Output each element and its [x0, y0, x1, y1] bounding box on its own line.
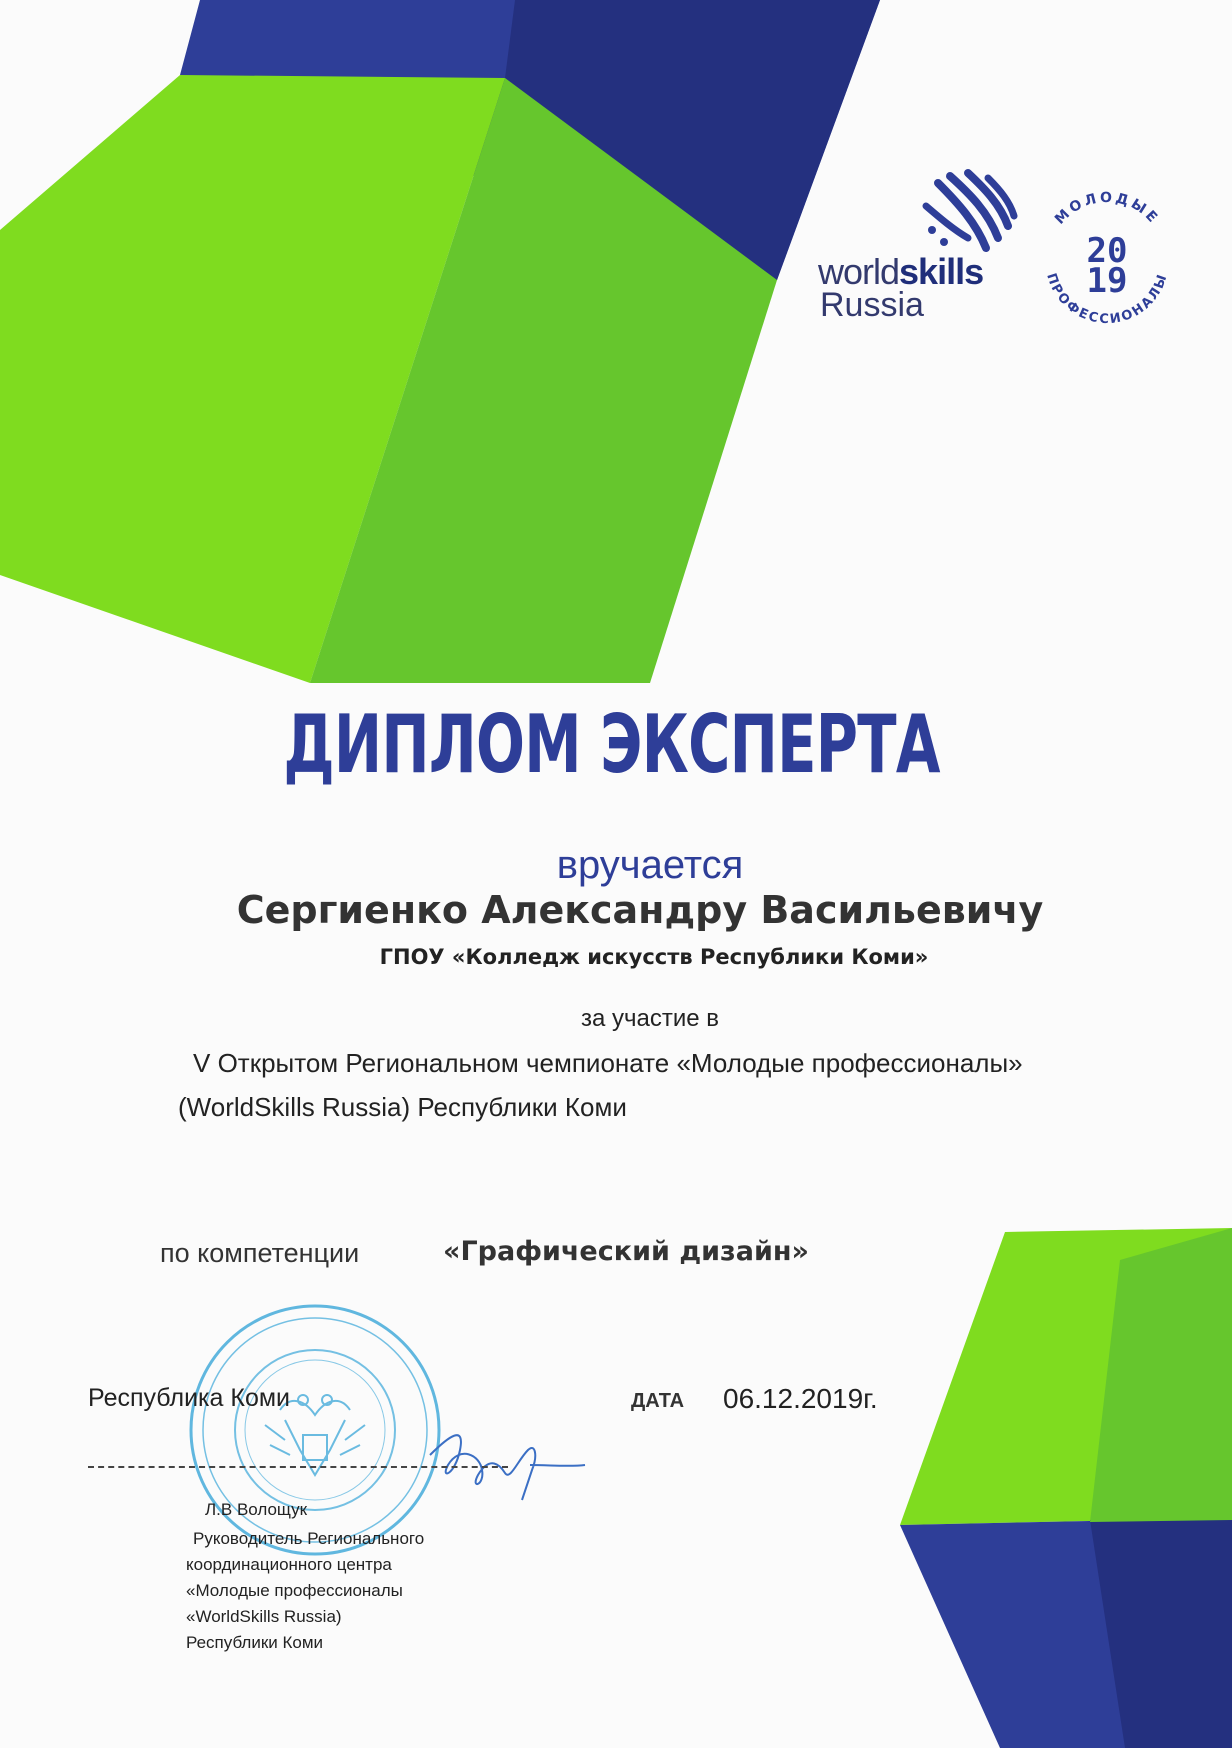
competence-label: по компетенции [160, 1238, 360, 1268]
worldskills-russia-text: Russia [820, 286, 924, 324]
awarded-text: вручается [556, 843, 744, 887]
worldskills-world-text: world [818, 251, 900, 292]
participation-text: за участие в [580, 1005, 720, 1032]
emblem-top-text: МОЛОДЫЕ [1051, 189, 1163, 228]
signatory-position-line: Республики Коми [186, 1633, 324, 1652]
signatory-position-line: «Молодые профессионалы [186, 1581, 403, 1600]
event-line-2: (WorldSkills Russia) Республики Коми [178, 1092, 627, 1122]
signatory-position-line: Руководитель Регионального [193, 1529, 425, 1548]
signatory-name: Л.В Волощук [205, 1500, 308, 1519]
date-value: 06.12.2019г. [723, 1383, 878, 1414]
emblem-year-bottom: 19 [1086, 261, 1128, 301]
official-stamp [185, 1300, 445, 1560]
svg-text:МОЛОДЫЕ [1052, 190, 1162, 228]
handwritten-signature [410, 1395, 590, 1505]
region-text: Республика Коми [88, 1384, 291, 1412]
worldskills-skills-text: skills [899, 251, 984, 292]
signatory-position-line: «WorldSkills Russia) [186, 1607, 342, 1626]
signature-line [88, 1466, 508, 1468]
recipient-name: Сергиенко Александру Васильевичу [236, 888, 1044, 932]
date-label: ДАТА [631, 1390, 685, 1412]
worldskills-logo [818, 168, 1018, 328]
event-line-1: V Открытом Региональном чемпионате «Молодые профессионалы» [193, 1048, 1023, 1078]
organization-name: ГПОУ «Колледж искусств Республики Коми» [379, 945, 929, 969]
worldskills-hand-icon [918, 168, 1028, 258]
emblem-year-top: 20 [1086, 231, 1128, 271]
competence-value: «Графический дизайн» [443, 1236, 809, 1267]
diploma-title: ДИПЛОМ ЭКСПЕРТА [283, 698, 940, 791]
young-professionals-emblem [1032, 184, 1182, 334]
signatory-position-line: координационного центра [186, 1555, 392, 1574]
emblem-bottom-text: ПРОФЕССИОНАЛЫ [1043, 271, 1171, 328]
